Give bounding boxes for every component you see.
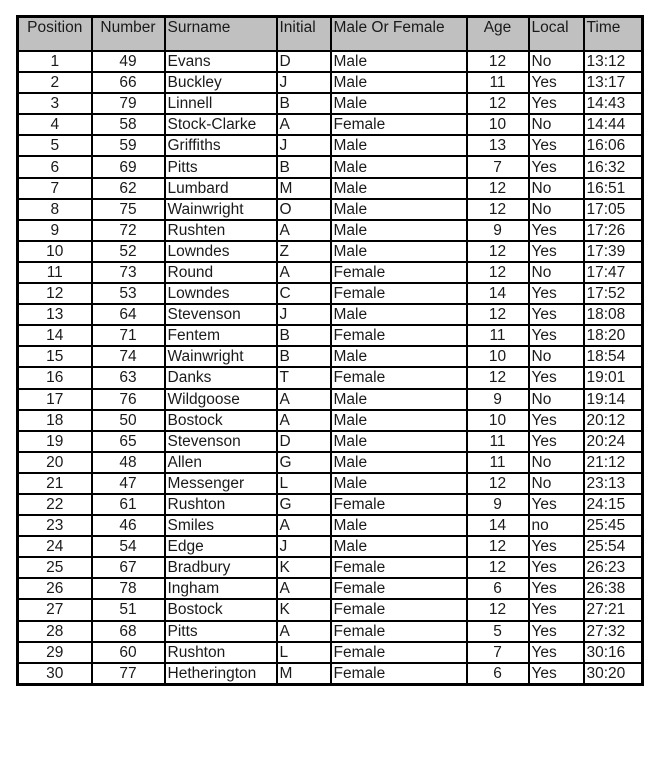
cell-number: 65 xyxy=(92,431,165,452)
header-gender: Male Or Female xyxy=(331,17,467,52)
header-time: Time xyxy=(584,17,643,52)
cell-position: 2 xyxy=(18,72,92,93)
cell-gender: Male xyxy=(331,304,467,325)
cell-position: 19 xyxy=(18,431,92,452)
cell-initial: L xyxy=(277,473,331,494)
cell-position: 26 xyxy=(18,578,92,599)
cell-local: Yes xyxy=(529,367,584,388)
cell-initial: J xyxy=(277,72,331,93)
cell-number: 76 xyxy=(92,389,165,410)
cell-gender: Female xyxy=(331,325,467,346)
header-age: Age xyxy=(467,17,529,52)
cell-local: Yes xyxy=(529,283,584,304)
cell-local: No xyxy=(529,473,584,494)
cell-gender: Male xyxy=(331,389,467,410)
cell-initial: J xyxy=(277,135,331,156)
cell-local: Yes xyxy=(529,135,584,156)
cell-position: 3 xyxy=(18,93,92,114)
cell-local: Yes xyxy=(529,536,584,557)
cell-number: 72 xyxy=(92,220,165,241)
table-body xyxy=(18,51,643,684)
cell-number: 54 xyxy=(92,536,165,557)
cell-gender: Male xyxy=(331,199,467,220)
cell-position: 4 xyxy=(18,114,92,135)
table-row xyxy=(18,367,643,388)
cell-local: Yes xyxy=(529,220,584,241)
cell-gender: Male xyxy=(331,178,467,199)
cell-position: 6 xyxy=(18,156,92,177)
cell-time: 14:44 xyxy=(584,114,643,135)
cell-surname: Pitts xyxy=(165,156,277,177)
cell-number: 77 xyxy=(92,663,165,685)
cell-surname: Buckley xyxy=(165,72,277,93)
cell-time: 26:38 xyxy=(584,578,643,599)
cell-position: 7 xyxy=(18,178,92,199)
cell-gender: Female xyxy=(331,599,467,620)
table-row xyxy=(18,578,643,599)
cell-local: Yes xyxy=(529,325,584,346)
cell-surname: Wainwright xyxy=(165,346,277,367)
cell-time: 16:06 xyxy=(584,135,643,156)
cell-time: 25:45 xyxy=(584,515,643,536)
cell-time: 13:17 xyxy=(584,72,643,93)
cell-initial: J xyxy=(277,536,331,557)
cell-initial: C xyxy=(277,283,331,304)
table-row xyxy=(18,599,643,620)
cell-age: 7 xyxy=(467,156,529,177)
cell-age: 11 xyxy=(467,72,529,93)
cell-gender: Female xyxy=(331,578,467,599)
cell-age: 6 xyxy=(467,663,529,685)
cell-gender: Female xyxy=(331,114,467,135)
cell-surname: Round xyxy=(165,262,277,283)
cell-time: 17:26 xyxy=(584,220,643,241)
cell-position: 18 xyxy=(18,410,92,431)
cell-age: 12 xyxy=(467,599,529,620)
cell-gender: Male xyxy=(331,93,467,114)
cell-local: No xyxy=(529,262,584,283)
cell-position: 12 xyxy=(18,283,92,304)
cell-initial: L xyxy=(277,642,331,663)
cell-age: 12 xyxy=(467,262,529,283)
cell-time: 30:16 xyxy=(584,642,643,663)
cell-time: 17:39 xyxy=(584,241,643,262)
cell-age: 12 xyxy=(467,178,529,199)
cell-age: 10 xyxy=(467,346,529,367)
cell-gender: Male xyxy=(331,536,467,557)
cell-surname: Lowndes xyxy=(165,241,277,262)
cell-number: 51 xyxy=(92,599,165,620)
cell-number: 68 xyxy=(92,621,165,642)
cell-surname: Linnell xyxy=(165,93,277,114)
cell-time: 17:47 xyxy=(584,262,643,283)
cell-time: 18:08 xyxy=(584,304,643,325)
cell-age: 7 xyxy=(467,642,529,663)
table-row xyxy=(18,262,643,283)
cell-initial: B xyxy=(277,93,331,114)
cell-initial: D xyxy=(277,51,331,72)
cell-surname: Bradbury xyxy=(165,557,277,578)
cell-surname: Wainwright xyxy=(165,199,277,220)
cell-age: 12 xyxy=(467,304,529,325)
table-row xyxy=(18,557,643,578)
cell-local: No xyxy=(529,51,584,72)
cell-local: Yes xyxy=(529,93,584,114)
cell-initial: T xyxy=(277,367,331,388)
cell-surname: Fentem xyxy=(165,325,277,346)
cell-time: 20:24 xyxy=(584,431,643,452)
cell-initial: A xyxy=(277,114,331,135)
cell-position: 20 xyxy=(18,452,92,473)
cell-number: 63 xyxy=(92,367,165,388)
cell-surname: Evans xyxy=(165,51,277,72)
cell-number: 53 xyxy=(92,283,165,304)
cell-number: 75 xyxy=(92,199,165,220)
table-row xyxy=(18,114,643,135)
cell-local: Yes xyxy=(529,72,584,93)
table-row xyxy=(18,410,643,431)
cell-gender: Male xyxy=(331,473,467,494)
cell-number: 48 xyxy=(92,452,165,473)
cell-number: 69 xyxy=(92,156,165,177)
cell-gender: Male xyxy=(331,72,467,93)
cell-initial: G xyxy=(277,494,331,515)
cell-gender: Male xyxy=(331,452,467,473)
cell-position: 14 xyxy=(18,325,92,346)
table-row xyxy=(18,389,643,410)
cell-number: 78 xyxy=(92,578,165,599)
cell-number: 49 xyxy=(92,51,165,72)
table-header xyxy=(18,17,643,52)
cell-number: 71 xyxy=(92,325,165,346)
cell-initial: M xyxy=(277,178,331,199)
cell-gender: Female xyxy=(331,283,467,304)
header-position: Position xyxy=(18,17,92,52)
cell-local: Yes xyxy=(529,621,584,642)
cell-initial: A xyxy=(277,389,331,410)
cell-time: 30:20 xyxy=(584,663,643,685)
cell-age: 11 xyxy=(467,452,529,473)
cell-initial: B xyxy=(277,346,331,367)
cell-age: 9 xyxy=(467,220,529,241)
cell-local: Yes xyxy=(529,410,584,431)
cell-age: 12 xyxy=(467,367,529,388)
cell-surname: Bostock xyxy=(165,410,277,431)
cell-age: 12 xyxy=(467,473,529,494)
cell-initial: A xyxy=(277,262,331,283)
cell-surname: Rushton xyxy=(165,494,277,515)
cell-age: 12 xyxy=(467,241,529,262)
header-row xyxy=(18,17,643,52)
cell-position: 23 xyxy=(18,515,92,536)
cell-initial: G xyxy=(277,452,331,473)
cell-time: 19:14 xyxy=(584,389,643,410)
cell-position: 30 xyxy=(18,663,92,685)
table-row xyxy=(18,156,643,177)
cell-initial: D xyxy=(277,431,331,452)
cell-age: 12 xyxy=(467,51,529,72)
cell-local: No xyxy=(529,178,584,199)
cell-initial: A xyxy=(277,410,331,431)
cell-time: 19:01 xyxy=(584,367,643,388)
cell-local: Yes xyxy=(529,599,584,620)
cell-age: 12 xyxy=(467,557,529,578)
cell-position: 8 xyxy=(18,199,92,220)
cell-age: 9 xyxy=(467,389,529,410)
cell-position: 1 xyxy=(18,51,92,72)
cell-age: 12 xyxy=(467,536,529,557)
cell-number: 61 xyxy=(92,494,165,515)
cell-time: 14:43 xyxy=(584,93,643,114)
cell-initial: B xyxy=(277,156,331,177)
table-row xyxy=(18,241,643,262)
cell-age: 10 xyxy=(467,410,529,431)
header-surname: Surname xyxy=(165,17,277,52)
cell-surname: Stock-Clarke xyxy=(165,114,277,135)
cell-gender: Male xyxy=(331,410,467,431)
table-row xyxy=(18,452,643,473)
header-number: Number xyxy=(92,17,165,52)
cell-number: 46 xyxy=(92,515,165,536)
cell-local: No xyxy=(529,452,584,473)
header-initial: Initial xyxy=(277,17,331,52)
cell-number: 66 xyxy=(92,72,165,93)
cell-position: 22 xyxy=(18,494,92,515)
cell-age: 12 xyxy=(467,199,529,220)
cell-surname: Griffiths xyxy=(165,135,277,156)
table-row xyxy=(18,473,643,494)
cell-age: 13 xyxy=(467,135,529,156)
cell-surname: Pitts xyxy=(165,621,277,642)
table-row xyxy=(18,178,643,199)
cell-initial: M xyxy=(277,663,331,685)
cell-age: 10 xyxy=(467,114,529,135)
cell-local: Yes xyxy=(529,578,584,599)
table-row xyxy=(18,515,643,536)
cell-age: 11 xyxy=(467,325,529,346)
cell-age: 12 xyxy=(467,93,529,114)
cell-surname: Allen xyxy=(165,452,277,473)
cell-surname: Rushten xyxy=(165,220,277,241)
cell-gender: Male xyxy=(331,431,467,452)
cell-local: no xyxy=(529,515,584,536)
cell-age: 14 xyxy=(467,515,529,536)
cell-gender: Male xyxy=(331,241,467,262)
cell-time: 20:12 xyxy=(584,410,643,431)
cell-number: 59 xyxy=(92,135,165,156)
cell-time: 18:20 xyxy=(584,325,643,346)
cell-position: 10 xyxy=(18,241,92,262)
cell-initial: O xyxy=(277,199,331,220)
table-row xyxy=(18,72,643,93)
table-row xyxy=(18,346,643,367)
cell-time: 26:23 xyxy=(584,557,643,578)
cell-gender: Male xyxy=(331,220,467,241)
cell-surname: Wildgoose xyxy=(165,389,277,410)
cell-time: 25:54 xyxy=(584,536,643,557)
cell-gender: Female xyxy=(331,367,467,388)
cell-initial: A xyxy=(277,621,331,642)
cell-number: 47 xyxy=(92,473,165,494)
cell-position: 24 xyxy=(18,536,92,557)
cell-local: No xyxy=(529,346,584,367)
cell-gender: Male xyxy=(331,135,467,156)
cell-local: Yes xyxy=(529,304,584,325)
cell-time: 16:51 xyxy=(584,178,643,199)
cell-time: 23:13 xyxy=(584,473,643,494)
cell-initial: A xyxy=(277,220,331,241)
table-row xyxy=(18,325,643,346)
cell-gender: Female xyxy=(331,494,467,515)
cell-time: 17:05 xyxy=(584,199,643,220)
cell-surname: Edge xyxy=(165,536,277,557)
cell-surname: Lumbard xyxy=(165,178,277,199)
cell-time: 13:12 xyxy=(584,51,643,72)
cell-surname: Lowndes xyxy=(165,283,277,304)
cell-number: 67 xyxy=(92,557,165,578)
cell-position: 9 xyxy=(18,220,92,241)
cell-time: 16:32 xyxy=(584,156,643,177)
cell-initial: K xyxy=(277,599,331,620)
cell-time: 18:54 xyxy=(584,346,643,367)
cell-position: 21 xyxy=(18,473,92,494)
cell-position: 25 xyxy=(18,557,92,578)
cell-local: Yes xyxy=(529,156,584,177)
cell-number: 50 xyxy=(92,410,165,431)
cell-number: 58 xyxy=(92,114,165,135)
cell-gender: Male xyxy=(331,51,467,72)
cell-gender: Female xyxy=(331,557,467,578)
cell-gender: Male xyxy=(331,346,467,367)
table-row xyxy=(18,431,643,452)
cell-position: 29 xyxy=(18,642,92,663)
cell-number: 73 xyxy=(92,262,165,283)
cell-local: Yes xyxy=(529,494,584,515)
cell-time: 21:12 xyxy=(584,452,643,473)
cell-surname: Messenger xyxy=(165,473,277,494)
table-row xyxy=(18,494,643,515)
cell-initial: A xyxy=(277,515,331,536)
cell-initial: A xyxy=(277,578,331,599)
cell-gender: Female xyxy=(331,262,467,283)
cell-number: 60 xyxy=(92,642,165,663)
table-row xyxy=(18,304,643,325)
cell-initial: B xyxy=(277,325,331,346)
cell-position: 13 xyxy=(18,304,92,325)
cell-age: 5 xyxy=(467,621,529,642)
cell-local: Yes xyxy=(529,557,584,578)
table-row xyxy=(18,283,643,304)
cell-surname: Danks xyxy=(165,367,277,388)
cell-time: 24:15 xyxy=(584,494,643,515)
cell-position: 11 xyxy=(18,262,92,283)
cell-position: 28 xyxy=(18,621,92,642)
header-local: Local xyxy=(529,17,584,52)
cell-position: 17 xyxy=(18,389,92,410)
cell-time: 27:21 xyxy=(584,599,643,620)
cell-local: No xyxy=(529,114,584,135)
cell-local: No xyxy=(529,389,584,410)
cell-number: 64 xyxy=(92,304,165,325)
cell-number: 74 xyxy=(92,346,165,367)
cell-time: 27:32 xyxy=(584,621,643,642)
cell-position: 16 xyxy=(18,367,92,388)
table-row xyxy=(18,536,643,557)
cell-surname: Bostock xyxy=(165,599,277,620)
cell-position: 15 xyxy=(18,346,92,367)
cell-initial: Z xyxy=(277,241,331,262)
cell-number: 52 xyxy=(92,241,165,262)
cell-surname: Stevenson xyxy=(165,431,277,452)
cell-number: 62 xyxy=(92,178,165,199)
cell-number: 79 xyxy=(92,93,165,114)
cell-surname: Rushton xyxy=(165,642,277,663)
cell-local: Yes xyxy=(529,241,584,262)
cell-local: Yes xyxy=(529,642,584,663)
cell-age: 9 xyxy=(467,494,529,515)
cell-gender: Female xyxy=(331,642,467,663)
cell-surname: Stevenson xyxy=(165,304,277,325)
cell-gender: Male xyxy=(331,156,467,177)
cell-surname: Hetherington xyxy=(165,663,277,685)
cell-age: 6 xyxy=(467,578,529,599)
race-results-table xyxy=(16,15,644,686)
cell-initial: K xyxy=(277,557,331,578)
table-row xyxy=(18,621,643,642)
table-row xyxy=(18,220,643,241)
table-row xyxy=(18,199,643,220)
cell-time: 17:52 xyxy=(584,283,643,304)
table-row xyxy=(18,642,643,663)
cell-gender: Female xyxy=(331,663,467,685)
cell-gender: Male xyxy=(331,515,467,536)
cell-local: Yes xyxy=(529,663,584,685)
table-row xyxy=(18,51,643,72)
cell-position: 5 xyxy=(18,135,92,156)
cell-surname: Smiles xyxy=(165,515,277,536)
cell-local: No xyxy=(529,199,584,220)
cell-surname: Ingham xyxy=(165,578,277,599)
cell-age: 14 xyxy=(467,283,529,304)
cell-gender: Female xyxy=(331,621,467,642)
cell-age: 11 xyxy=(467,431,529,452)
table-row xyxy=(18,93,643,114)
cell-position: 27 xyxy=(18,599,92,620)
cell-local: Yes xyxy=(529,431,584,452)
table-row xyxy=(18,135,643,156)
table-row xyxy=(18,663,643,685)
cell-initial: J xyxy=(277,304,331,325)
